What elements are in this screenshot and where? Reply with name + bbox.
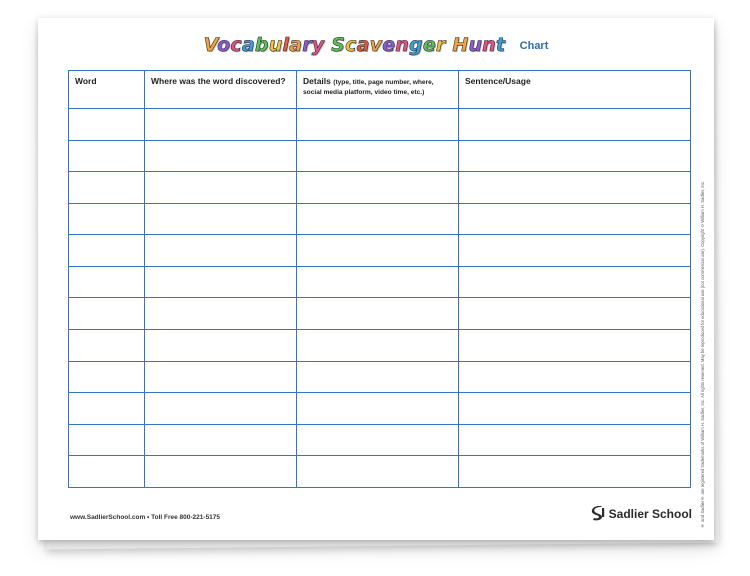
cell-where[interactable] xyxy=(145,266,297,298)
brand-name: Sadlier School xyxy=(608,507,692,521)
header-sentence: Sentence/Usage xyxy=(459,71,691,109)
title-letter: S xyxy=(331,34,346,56)
title-letter: H xyxy=(452,34,469,56)
worksheet-page xyxy=(38,18,714,540)
cell-sentence[interactable] xyxy=(459,330,691,362)
cell-sentence[interactable] xyxy=(459,456,691,488)
cell-details[interactable] xyxy=(297,172,459,204)
table-row xyxy=(69,361,691,393)
cell-where[interactable] xyxy=(145,140,297,172)
table-row xyxy=(69,393,691,425)
title-letter: a xyxy=(289,34,303,56)
title-letter: r xyxy=(435,34,446,56)
title-letter: n xyxy=(482,34,496,56)
cell-details[interactable] xyxy=(297,361,459,393)
cell-sentence[interactable] xyxy=(459,298,691,330)
title-letter: e xyxy=(422,34,436,56)
sadlier-logo-icon xyxy=(591,506,605,522)
worksheet-title xyxy=(204,34,506,56)
table-row xyxy=(69,456,691,488)
table-row xyxy=(69,140,691,172)
cell-sentence[interactable] xyxy=(459,424,691,456)
cell-where[interactable] xyxy=(145,424,297,456)
title-letter: g xyxy=(409,34,423,56)
title-letter: b xyxy=(254,34,269,56)
cell-details[interactable] xyxy=(297,266,459,298)
title-letter: c xyxy=(230,34,242,56)
cell-sentence[interactable] xyxy=(459,393,691,425)
header-details xyxy=(297,71,459,109)
footer-contact: www.SadlierSchool.com • Toll Free 800-221-5175 xyxy=(70,514,221,521)
table-row xyxy=(69,109,691,141)
cell-sentence[interactable] xyxy=(459,172,691,204)
cell-details[interactable] xyxy=(297,393,459,425)
cell-word[interactable] xyxy=(69,140,145,172)
cell-where[interactable] xyxy=(145,456,297,488)
title-letter: V xyxy=(203,34,218,56)
cell-sentence[interactable] xyxy=(459,266,691,298)
table-row xyxy=(69,203,691,235)
cell-where[interactable] xyxy=(145,393,297,425)
cell-details[interactable] xyxy=(297,456,459,488)
table-row xyxy=(69,330,691,362)
cell-sentence[interactable] xyxy=(459,361,691,393)
worksheet-subtitle: Chart xyxy=(519,40,549,52)
title-letter: t xyxy=(495,34,506,56)
cell-details[interactable] xyxy=(297,203,459,235)
cell-where[interactable] xyxy=(145,172,297,204)
table-header-row xyxy=(69,71,691,109)
header-where: Where was the word discovered? xyxy=(145,71,297,109)
cell-sentence[interactable] xyxy=(459,235,691,267)
cell-details[interactable] xyxy=(297,109,459,141)
table-row xyxy=(69,298,691,330)
cell-word[interactable] xyxy=(69,235,145,267)
cell-details[interactable] xyxy=(297,424,459,456)
title-letter: c xyxy=(345,34,357,56)
title-letter: l xyxy=(282,34,290,56)
cell-where[interactable] xyxy=(145,109,297,141)
header-word: Word xyxy=(69,71,145,109)
title-letter: a xyxy=(356,34,370,56)
cell-where[interactable] xyxy=(145,361,297,393)
title-letter: e xyxy=(382,34,396,56)
cell-word[interactable] xyxy=(69,266,145,298)
cell-word[interactable] xyxy=(69,330,145,362)
cell-details[interactable] xyxy=(297,298,459,330)
cell-word[interactable] xyxy=(69,456,145,488)
cell-word[interactable] xyxy=(69,172,145,204)
cell-where[interactable] xyxy=(145,203,297,235)
header-details-label: Details xyxy=(303,76,331,86)
table-row xyxy=(69,266,691,298)
cell-word[interactable] xyxy=(69,109,145,141)
cell-details[interactable] xyxy=(297,330,459,362)
title-letter: y xyxy=(311,34,325,56)
cell-word[interactable] xyxy=(69,203,145,235)
cell-where[interactable] xyxy=(145,330,297,362)
cell-sentence[interactable] xyxy=(459,140,691,172)
cell-details[interactable] xyxy=(297,235,459,267)
scavenger-hunt-table xyxy=(68,70,691,488)
title-letter: v xyxy=(369,34,383,56)
footer-brand xyxy=(591,506,692,522)
cell-details[interactable] xyxy=(297,140,459,172)
copyright-note: ® and Sadlier® are registered trademarks of William H. Sadlier, Inc. All rights reserved. May be reproduced for educational use (not commercial use). Copyright ©William H. Sadlier, Inc. xyxy=(700,180,705,528)
title-area xyxy=(38,34,714,56)
cell-where[interactable] xyxy=(145,235,297,267)
title-letter: o xyxy=(217,34,231,56)
cell-sentence[interactable] xyxy=(459,109,691,141)
table-row xyxy=(69,424,691,456)
title-letter: r xyxy=(302,34,312,56)
table-row xyxy=(69,172,691,204)
cell-word[interactable] xyxy=(69,424,145,456)
title-letter: u xyxy=(268,34,283,56)
table-row xyxy=(69,235,691,267)
title-letter: u xyxy=(468,34,483,56)
cell-sentence[interactable] xyxy=(459,203,691,235)
cell-word[interactable] xyxy=(69,361,145,393)
title-letter: a xyxy=(241,34,255,56)
title-letter: n xyxy=(395,34,410,56)
cell-word[interactable] xyxy=(69,393,145,425)
cell-where[interactable] xyxy=(145,298,297,330)
header-details-note: (type, title, page number, where, social media platform, video time, etc.) xyxy=(303,79,434,96)
cell-word[interactable] xyxy=(69,298,145,330)
